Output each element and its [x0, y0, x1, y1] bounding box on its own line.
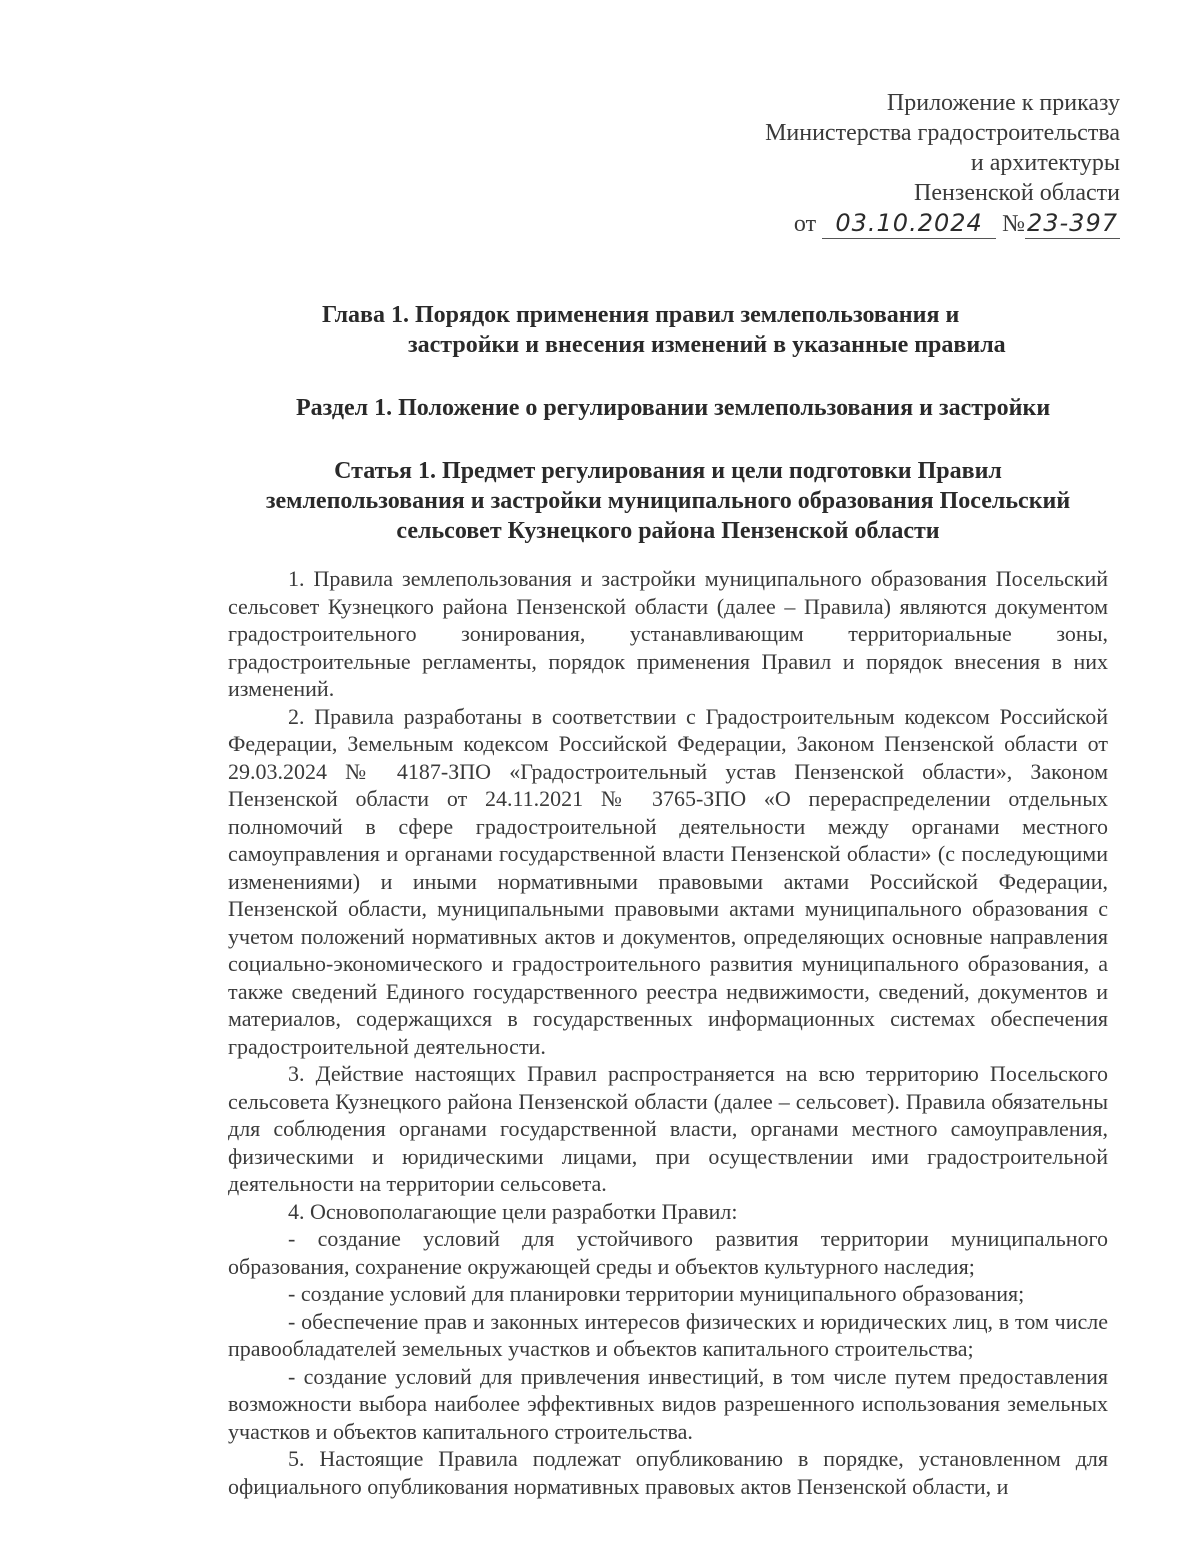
chapter-heading-line-1: Глава 1. Порядок применения правил землепользования и	[322, 302, 960, 328]
approval-date-line	[765, 208, 1120, 239]
article-heading-line-2: землепользования и застройки муниципального образования Посельский	[265, 488, 1071, 514]
approval-line-4: Пензенской области	[914, 180, 1120, 206]
approval-line-2: Министерства градостроительства	[765, 120, 1120, 146]
goal-item-1: - создание условий для устойчивого развития территории муниципального образования, сохранение окружающей среды и объектов культурного наследия;	[228, 1226, 1108, 1279]
article-body	[228, 565, 1108, 1500]
article-heading-line-1: Статья 1. Предмет регулирования и цели подготовки Правил	[334, 458, 1002, 484]
approval-block	[765, 88, 1120, 239]
section-heading: Раздел 1. Положение о регулировании землепользования и застройки	[296, 395, 1051, 421]
goal-item-4: - создание условий для привлечения инвестиций, в том числе путем предоставления возможности выбора наиболее эффективных видов разрешенного использования земельных участков и объектов капитального строительства.	[228, 1363, 1108, 1444]
paragraph-4: 4. Основополагающие цели разработки Правил:	[288, 1198, 738, 1224]
chapter-heading-line-2: застройки и внесения изменений в указанные правила	[408, 332, 1006, 358]
handwritten-date: 03.10.2024	[822, 208, 996, 239]
goal-item-3: - обеспечение прав и законных интересов физических и юридических лиц, в том числе правообладателей земельных участков и объектов капитального строительства;	[228, 1308, 1108, 1361]
paragraph-3: 3. Действие настоящих Правил распространяется на всю территорию Посельского сельсовета Кузнецкого района Пензенской области (далее – сельсовет). Правила обязательны для соблюдения органами государственной власти, органами местного самоуправления, физическими и юридическими лицами, при осуществлении ими градостроительной деятельности на территории сельсовета.	[228, 1061, 1108, 1196]
goal-item-2: - создание условий для планировки территории муниципального образования;	[288, 1281, 1025, 1306]
date-prefix: от	[793, 211, 817, 237]
paragraph-2: 2. Правила разработаны в соответствии с Градостроительным кодексом Российской Федерации, Земельным кодексом Российской Федерации, Законом Пензенской области от 29.03.2024 № 4187-ЗПО «Градостроительный устав Пензенской области», Законом Пензенской области от 24.11.2021 № 3765-ЗПО «О перераспределении отдельных полномочий в сфере градостроительной деятельности между органами местного самоуправления и органами государственной власти Пензенской области» (с последующими изменениями) и иными нормативными правовыми актами Российской Федерации, Пензенской области, муниципальными правовыми актами муниципального образования с учетом положений нормативных актов и документов, определяющих основные направления социально-экономического и градостроительного развития муниципального образования, а также сведений Единого государственного реестра недвижимости, сведений, документов и материалов, содержащихся в государственных информационных системах обеспечения градостроительной деятельности.	[228, 703, 1108, 1059]
number-prefix: №	[1002, 211, 1025, 237]
approval-line-3: и архитектуры	[970, 150, 1120, 176]
article-heading	[228, 456, 1108, 546]
approval-line-1: Приложение к приказу	[886, 90, 1120, 116]
chapter-heading	[150, 300, 1060, 360]
handwritten-number: 23-397	[1026, 209, 1118, 237]
article-heading-line-3: сельсовет Кузнецкого района Пензенской области	[396, 518, 940, 544]
paragraph-1: 1. Правила землепользования и застройки муниципального образования Посельский сельсовет Кузнецкого района Пензенской области (далее – Правила) являются документом градостроительного зонирования, устанавливающим территориальные зоны, градостроительные регламенты, порядок применения Правил и порядок внесения в них изменений.	[228, 566, 1108, 701]
paragraph-5: 5. Настоящие Правила подлежат опубликованию в порядке, установленном для официального опубликования нормативных правовых актов Пензенской области, и	[228, 1446, 1108, 1499]
